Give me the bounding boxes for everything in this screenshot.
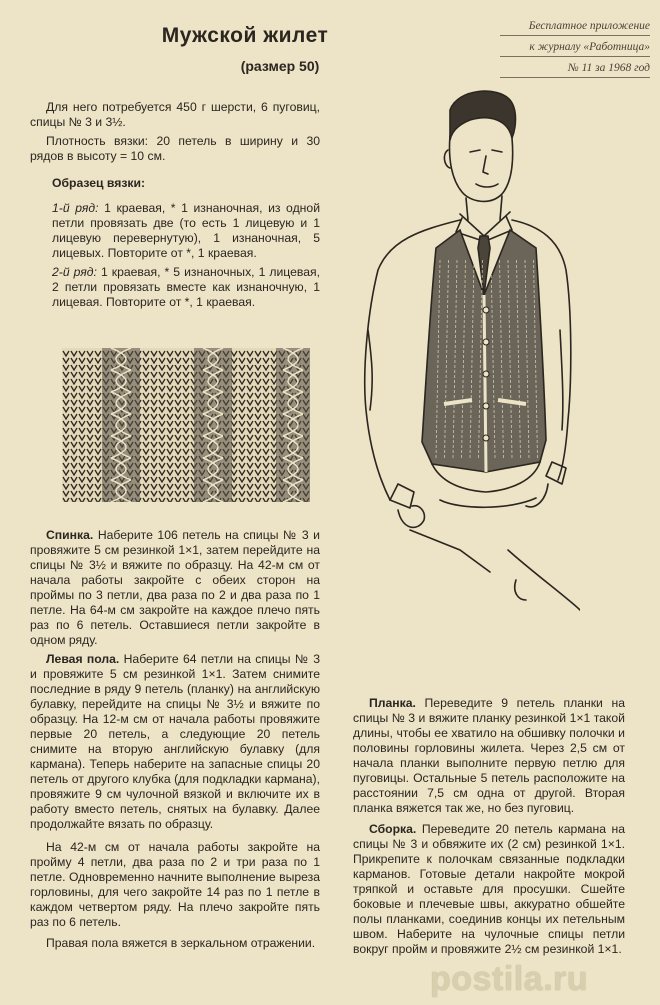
supplement-line-1: Бесплатное приложение (500, 18, 650, 36)
instructions-left-column (30, 528, 320, 955)
back-text: Наберите 106 петель на спицы № 3 и провяжите 5 см резинкой 1×1, затем перейдите на спицы № 3½ и вяжите по образцу. На 42-м см от начала работы закройте с обеих сторон на проймы по 3 петли, два раза по 2 и два раза по 1 петле. На 64-м см закройте на каждое плечо пять раз по 6 петель. Оставшиеся петли закройте в одном ряду. (30, 528, 320, 647)
man-in-vest-illustration (340, 80, 580, 620)
vest-button (483, 435, 489, 441)
left-front-lead: Левая пола. (46, 652, 120, 666)
back-lead: Спинка. (46, 528, 94, 542)
band-text: Переведите 9 петель планки на спицы № 3 и вяжите планку резинкой 1×1 такой длины, чтобы ее хватило на обшивку полочки и половины горловины жилета. Через 2,5 см от начала планки выполните первую петлю для пуговицы. Остальные 5 петель расположите на расстоянии 7,5 см одна от другой. Вторая планка вяжется так же, но без пуговиц. (353, 696, 625, 815)
right-front-note: Правая пола вяжется в зеркальном отражении. (46, 936, 316, 950)
cable-column (194, 348, 232, 502)
supplement-note (500, 18, 650, 81)
row-2-label: 2-й ряд: (52, 265, 97, 279)
row-2-text: 1 краевая, * 5 изнаночных, 1 лицевая, 2 петли провязать вместе как изнаночную, 1 лицевая. Повторите от *, 1 краевая. (52, 265, 321, 309)
cable-column (276, 348, 310, 502)
assembly-section (353, 822, 625, 957)
row-1-label: 1-й ряд: (52, 201, 99, 215)
knit-swatch-image (62, 348, 310, 502)
pattern-row-2 (52, 265, 320, 310)
left-front-section (30, 652, 320, 832)
gauge-paragraph: Плотность вязки: 20 петель в ширину и 30 рядов в высоту = 10 см. (30, 134, 320, 163)
cable-column (102, 348, 140, 502)
page-title: Мужской жилет (161, 24, 329, 47)
pattern-heading: Образец вязки: (52, 176, 146, 190)
vest-button (483, 339, 489, 345)
back-section (30, 528, 320, 648)
postila-watermark-logo: postila.ru (430, 960, 589, 998)
pattern-row-1 (52, 201, 320, 261)
assembly-lead: Сборка. (369, 822, 417, 836)
left-front-neckline: На 42-м см от начала работы закройте на пройму 4 петли, два раза по 2 и три раза по 1 петле. Одновременно начните выполнение выреза горловины, для чего закройте 14 раз по 1 петле в каждом четвертом ряду. На плечо закройте пять раз по 6 петель. (30, 840, 320, 929)
vest-button-band (484, 295, 486, 472)
assembly-text: Переведите 20 петель кармана на спицы № 3 и обвяжите их (2 см) резинкой 1×1. Прикрепите к полочкам связанные подкладки карманов. Готовые детали накройте мокрой тряпкой и оставьте для просушки. Сшейте боковые и плечевые швы, аккуратно обшейте полы планками, соединив концы их петельным швом. Наберите на чулочные спицы петли вокруг пройм и провяжите 2½ см резинкой 1×1. (353, 822, 625, 956)
instructions-right-column (353, 696, 625, 961)
vest-button (483, 371, 489, 377)
band-lead: Планка. (369, 696, 416, 710)
supplement-line-2: к журналу «Работница» (500, 39, 650, 57)
left-front-text: Наберите 64 петли на спицы № 3 и провяжите 5 см резинкой 1×1. Затем снимите последние в ряду 9 петель (планку) на английскую булавку, перейдите на спицы № 3½ и вяжите по образцу. На 12-м см от начала работы провяжите первые 20 петель, а следующие 20 петель снимите на вторую английскую булавку (для кармана). Теперь наберите на запасные спицы 20 петель от другого клубка (для подкладки кармана), провяжите 9 см чулочной вязкой и включите их в работу вместо петель, снятых на булавку. Далее продолжайте вязать по образцу. (30, 652, 320, 831)
band-section (353, 696, 625, 816)
intro-column (30, 100, 320, 314)
vest-button (483, 403, 489, 409)
vest-button (483, 307, 489, 313)
supplement-line-3: № 11 за 1968 год (500, 60, 650, 78)
row-1-text: 1 краевая, * 1 изнаночная, из одной петли провязать две (то есть 1 лицевую и 1 лицевую перевернутую), 1 изнаночная, 5 лицевых. Повторите от *, 1 краевая. (52, 201, 320, 260)
materials-paragraph: Для него потребуется 450 г шерсти, 6 пуговиц, спицы № 3 и 3½. (30, 100, 320, 129)
size-subtitle: (размер 50) (240, 58, 320, 74)
